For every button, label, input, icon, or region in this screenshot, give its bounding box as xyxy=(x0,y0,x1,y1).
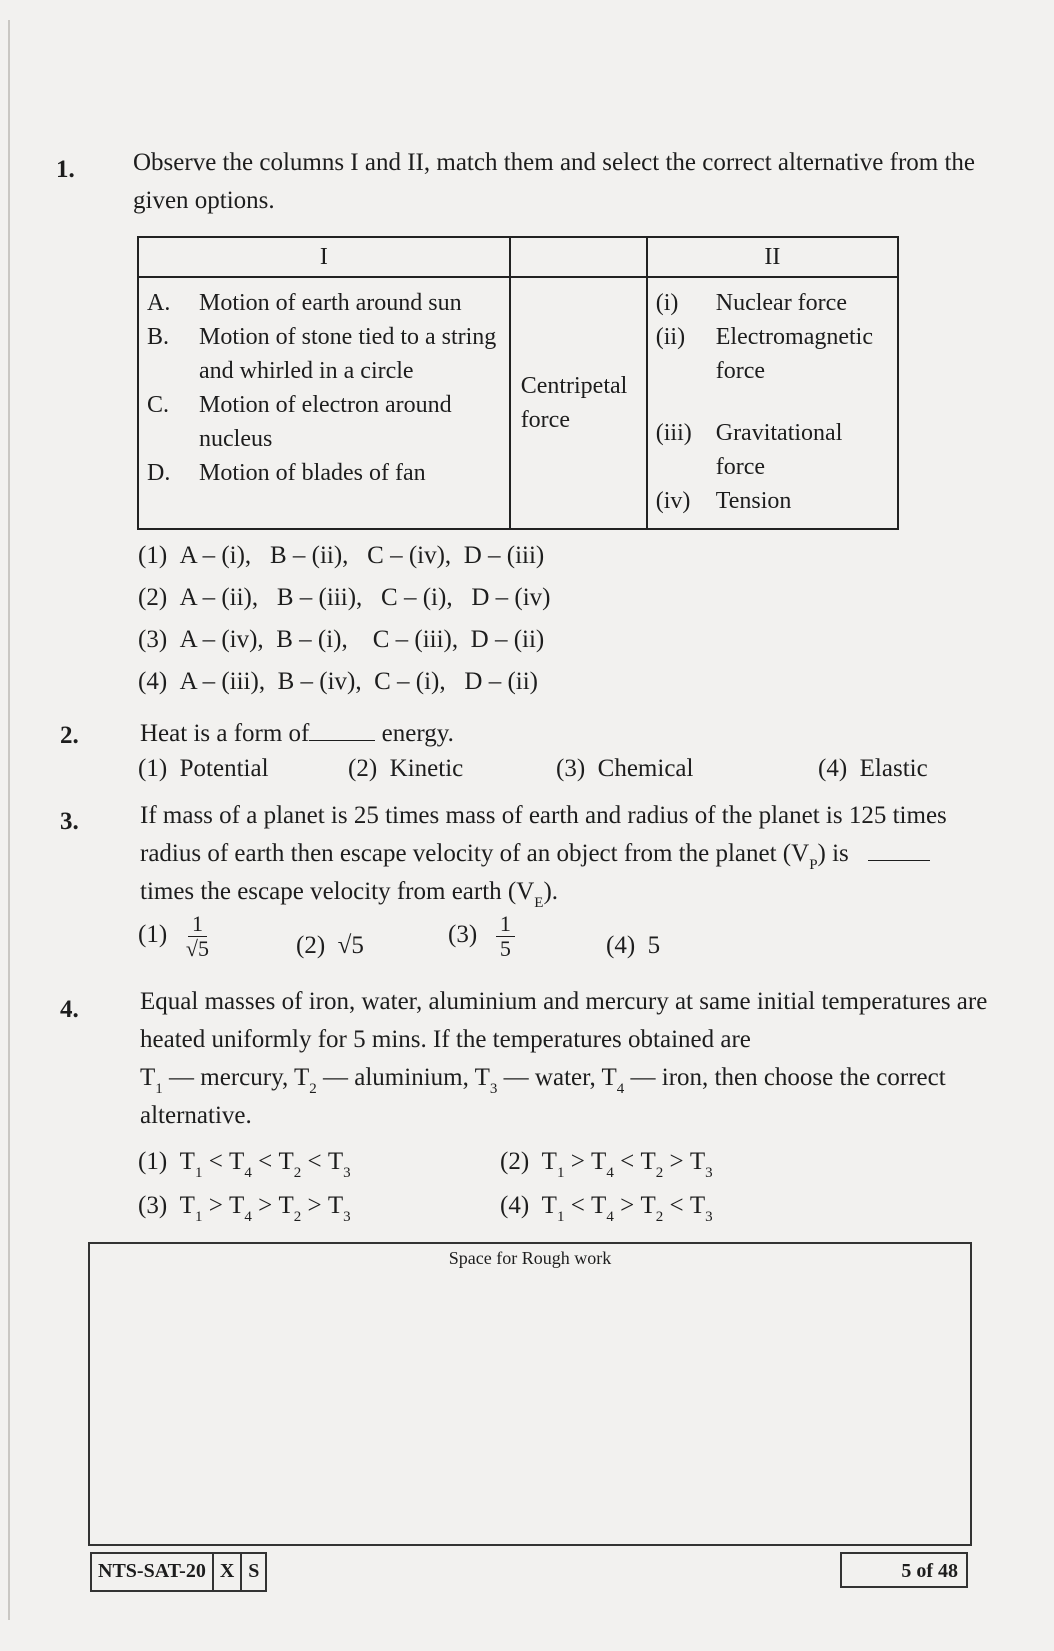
q3-option-4[interactable]: (4) 5 xyxy=(606,932,661,959)
q2-number: 2. xyxy=(60,722,79,749)
q4-option-2[interactable]: (2) $T_1 > T_4 < T_2 > T_3$ xyxy=(500,1148,713,1181)
answer-blank xyxy=(309,718,375,741)
page-edge xyxy=(8,20,10,1620)
q1-number: 1. xyxy=(56,156,75,183)
fraction: $\frac{1}{√5}$ xyxy=(185,911,209,961)
q4-line-3: $T_1$ — mercury, $T_2$ — aluminium, $T_3$ — water, $T_4$ — iron, then choose the correct xyxy=(140,1064,946,1097)
q2-text: Heat is a form of energy. xyxy=(140,720,454,747)
page-number: 5 of 48 xyxy=(840,1552,968,1588)
list-item: (ii) Electromagnetic force xyxy=(655,324,873,384)
q4-option-1[interactable]: (1) $T_1 < T_4 < T_2 < T_3$ xyxy=(138,1148,351,1181)
q3-option-3[interactable]: (3) $\frac{1}{5}$ xyxy=(448,912,515,961)
q4-option-4[interactable]: (4) $T_1 < T_4 > T_2 < T_3$ xyxy=(500,1192,713,1225)
q2-option-4[interactable]: (4) Elastic xyxy=(818,755,928,782)
q1-option-4[interactable]: (4) A – (iii), B – (iv), C – (i), D – (ii) xyxy=(138,668,538,695)
answer-blank xyxy=(868,840,930,861)
q3-number: 3. xyxy=(60,808,79,835)
q2-option-1[interactable]: (1) Potential xyxy=(138,755,269,782)
col3-header: II xyxy=(647,237,898,277)
q4-option-3[interactable]: (3) $T_1 > T_4 > T_2 > T_3$ xyxy=(138,1192,351,1225)
q2-option-2[interactable]: (2) Kinetic xyxy=(348,755,464,782)
q3-line-1: If mass of a planet is 25 times mass of earth and radius of the planet is 125 times xyxy=(140,802,947,829)
list-item: C. Motion of electron around nucleus xyxy=(147,392,452,452)
rough-work-area[interactable] xyxy=(88,1242,972,1546)
q2-option-3[interactable]: (3) Chemical xyxy=(556,755,694,782)
col1-header: I xyxy=(138,237,510,277)
q3-option-2[interactable]: (2) √5 xyxy=(296,932,364,959)
q1-option-3[interactable]: (3) A – (iv), B – (i), C – (iii), D – (ii) xyxy=(138,626,545,653)
column-middle: Centripetal force xyxy=(510,277,647,529)
q1-option-2[interactable]: (2) A – (ii), B – (iii), C – (i), D – (iv) xyxy=(138,584,551,611)
q4-line-4: alternative. xyxy=(140,1102,252,1129)
match-table xyxy=(137,236,899,530)
fraction: $\frac{1}{5}$ xyxy=(496,912,515,961)
list-item: (iv) Tension xyxy=(655,488,792,514)
column-2 xyxy=(647,277,898,529)
list-item: (i) Nuclear force xyxy=(655,290,847,316)
q3-line-3: times the escape velocity from earth $(V_E)$. xyxy=(140,878,559,911)
q4-number: 4. xyxy=(60,996,79,1023)
list-item: D. Motion of blades of fan xyxy=(147,460,426,486)
q4-line-1: Equal masses of iron, water, aluminium and mercury at same initial temperatures are xyxy=(140,988,988,1015)
q3-option-1[interactable]: (1) $\frac{1}{√5}$ xyxy=(138,911,209,961)
q1-text: Observe the columns I and II, match them and select the correct alternative from the given options. xyxy=(133,149,976,214)
exam-code: NTS-SAT-20 xyxy=(92,1554,214,1590)
class-label: X xyxy=(214,1554,242,1590)
list-item: (iii) Gravitational force xyxy=(655,420,843,480)
col2-header xyxy=(510,237,647,277)
footer-code-box xyxy=(90,1552,267,1592)
rough-work-title: Space for Rough work xyxy=(448,1248,612,1268)
list-item: B. Motion of stone tied to a string and whirled in a circle xyxy=(147,324,497,384)
q4-line-2: heated uniformly for 5 mins. If the temperatures obtained are xyxy=(140,1026,751,1053)
q1-option-1[interactable]: (1) A – (i), B – (ii), C – (iv), D – (iii) xyxy=(138,542,545,569)
q3-line-2: radius of earth then escape velocity of an object from the planet $(V_P)$ is xyxy=(140,840,930,868)
list-item: A. Motion of earth around sun xyxy=(147,290,462,316)
column-1 xyxy=(138,277,510,529)
section-label: S xyxy=(248,1560,260,1582)
